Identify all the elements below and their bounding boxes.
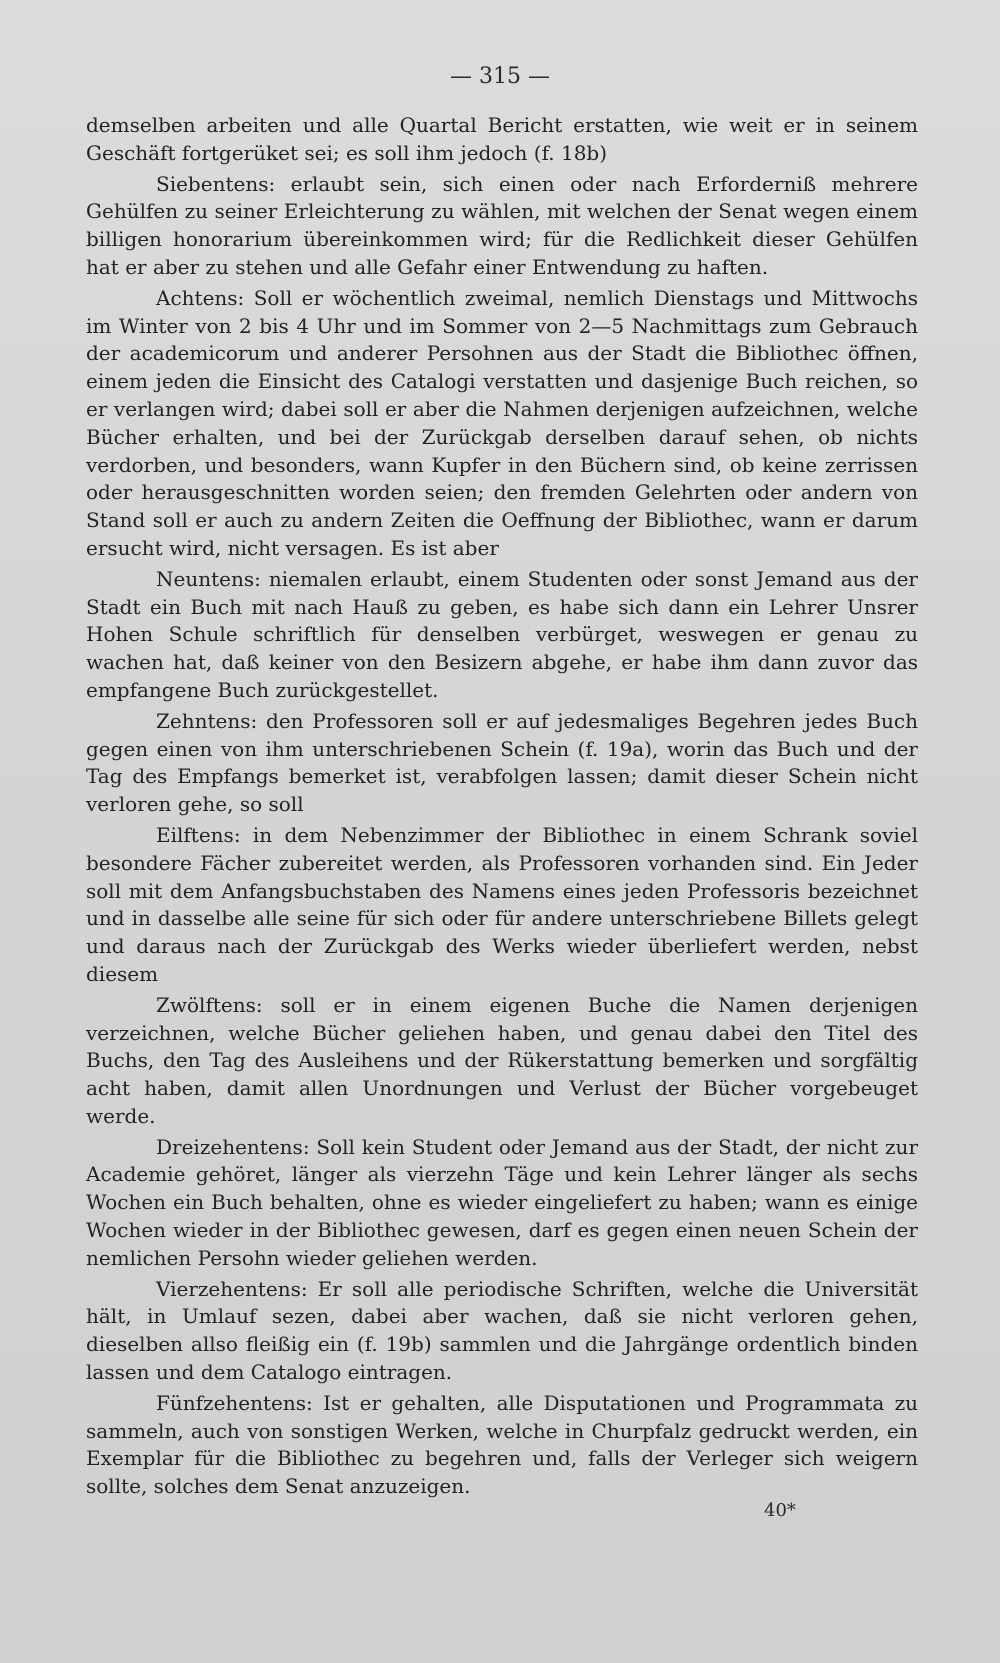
body-text bbox=[86, 112, 918, 1504]
paragraph-eilftens: Eilftens: in dem Nebenzimmer der Bibliothec in einem Schrank soviel besondere Fächer zubereitet werden, als Professoren vorhanden sind. Ein Jeder soll mit dem Anfangsbuchstaben des Namens eines jeden Professoris bezeichnet und in dasselbe alle seine für sich oder für andere unterschriebene Billets gelegt und daraus nach der Zurückgab des Werks wieder überliefert werden, nebst diesem bbox=[86, 822, 918, 986]
paragraph-neuntens: Neuntens: niemalen erlaubt, einem Studenten oder sonst Jemand aus der Stadt ein Buch mit nach Hauß zu geben, es habe sich dann ein Lehrer Unsrer Hohen Schule schriftlich für denselben verbürget, weswegen er genau zu wachen hat, daß keiner von den Besizern abgehe, er habe ihm dann zuvor das empfangene Buch zurückgestellet. bbox=[86, 566, 918, 702]
paragraph-zwoelftens: Zwölftens: soll er in einem eigenen Buche die Namen derjenigen verzeichnen, welche Bücher geliehen haben, und genau dabei den Titel des Buchs, den Tag des Ausleihens und der Rükerstattung bemerken und sorgfältig acht haben, damit allen Unordnungen und Verlust der Bücher vorgebeuget werde. bbox=[86, 992, 918, 1128]
signature-mark: 40* bbox=[764, 1500, 796, 1521]
paragraph-vierzehentens: Vierzehentens: Er soll alle periodische Schriften, welche die Universität hält, in Umlauf sezen, dabei aber wachen, daß sie nicht verloren gehen, dieselben allso fleißig ein (f. 19b) sammlen und die Jahrgänge ordentlich binden lassen und dem Catalogo eintragen. bbox=[86, 1276, 918, 1385]
paragraph-fuenfzehentens: Fünfzehentens: Ist er gehalten, alle Disputationen und Programmata zu sammeln, auch von sonstigen Werken, welche in Churpfalz gedruckt werden, ein Exemplar für die Bibliothec zu begehren und, falls der Verleger sich weigern sollte, solches dem Senat anzuzeigen. bbox=[86, 1390, 918, 1499]
paragraph-achtens: Achtens: Soll er wöchentlich zweimal, nemlich Dienstags und Mittwochs im Winter von 2 bis 4 Uhr und im Sommer von 2—5 Nachmittags zum Gebrauch der academicorum und anderer Persohnen aus der Stadt die Bibliothec öffnen, einem jeden die Einsicht des Catalogi verstatten und dasjenige Buch reichen, so er verlangen wird; dabei soll er aber die Nahmen derjenigen aufzeichnen, welche Bücher erhalten, und bei der Zurückgab derselben darauf sehen, ob nichts verdorben, und besonders, wann Kupfer in den Büchern sind, ob keine zerrissen oder herausgeschnitten worden seien; den fremden Gelehrten oder andern von Stand soll er auch zu andern Zeiten die Oeffnung der Bibliothec, wann er darum ersucht wird, nicht versagen. Es ist aber bbox=[86, 285, 918, 560]
paragraph-siebentens: Siebentens: erlaubt sein, sich einen oder nach Erforderniß mehrere Gehülfen zu seiner Erleichterung zu wählen, mit welchen der Senat wegen einem billigen honorarium übereinkommen wird; für die Redlichkeit dieser Gehülfen hat er aber zu stehen und alle Gefahr einer Entwendung zu haften. bbox=[86, 171, 918, 279]
page-number: — 315 — bbox=[450, 64, 550, 89]
paragraph-dreizehentens: Dreizehentens: Soll kein Student oder Jemand aus der Stadt, der nicht zur Academie gehöret, länger als vierzehn Täge und kein Lehrer länger als sechs Wochen ein Buch behalten, ohne es wieder eingeliefert zu haben; wann es einige Wochen wieder in der Bibliothec gewesen, darf es gegen einen neuen Schein der nemlichen Persohn wieder geliehen werden. bbox=[86, 1134, 918, 1270]
paragraph-zehntens: Zehntens: den Professoren soll er auf jedesmaliges Begehren jedes Buch gegen einen von ihm unterschriebenen Schein (f. 19a), worin das Buch und der Tag des Empfangs bemerket ist, verabfolgen lassen; damit dieser Schein nicht verloren gehe, so soll bbox=[86, 708, 918, 817]
paragraph-continuation: demselben arbeiten und alle Quartal Bericht erstatten, wie weit er in seinem Geschäft fortgerüket sei; es soll ihm jedoch (f. 18b) bbox=[86, 113, 918, 165]
